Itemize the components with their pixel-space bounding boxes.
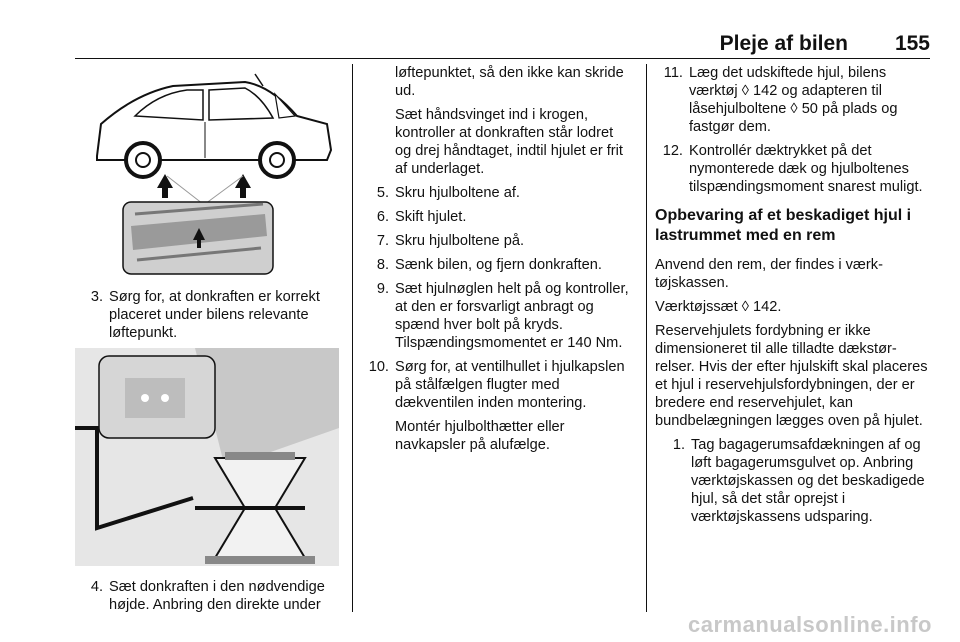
step-text: Læg det udskiftede hjul, bilens værktøj ◊ 142 og adapteren til låsehjulboltene ◊ 50 på plads og fastgør dem. [689,65,898,135]
step-text: Tag bagagerumsafdækningen af og løft bagagerumsgulvet op. Anbring værktøjskassen og det beskadigede hjul, så det står oprejst i værktøjskassens udsparing. [691,437,925,525]
column-1 [75,64,339,620]
step-text: Sæt donkraften i den nødvendige højde. Anbring den direkte under [109,579,325,613]
column-divider-1 [352,64,353,612]
column-2 [361,64,633,460]
torque-text: Tilspændingsmomentet er 140 Nm. [395,335,623,351]
step-number: 12. [662,143,683,159]
step-text: Skru hjulboltene på. [395,233,524,249]
step-number: 11. [663,65,683,81]
column-3 [655,64,930,532]
page-header-title: Pleje af bilen [719,32,848,55]
crank-instruction: Sæt håndsvinget ind i krogen, kontroller at donkraften står lodret og drej håndtaget, indtil hjulet er frit af underlaget. [395,107,623,177]
cross-reference: Værktøjssæt ◊ 142. [655,299,782,315]
step-text: Sørg for, at donkraften er korrekt placeret under bilens relevante løftepunkt. [109,289,320,341]
step-number: 9. [376,281,389,297]
column-divider-2 [646,64,647,612]
step-number: 3. [90,289,103,305]
page-number: 155 [894,32,930,55]
step-text: Sæt hjulnøglen helt på og kontroller, at den er forsvarligt anbragt og spænd hver bolt på kryds. [395,281,629,333]
step-number: 10. [368,359,389,375]
step-number: 7. [376,233,389,249]
step-number: 5. [376,185,389,201]
paragraph: Reservehjulets fordybning er ikke dimensioneret til alle tilladte dækstørrelser. Hvis der efter hjulskift skal placeres et hjul i reservehjulsfordybningen, der er bredere end reservehjulet, kan bundbelægningen lægges oven på hjulet. [655,323,928,429]
continued-text: løftepunktet, så den ikke kan skride ud. [395,65,624,99]
paragraph: Anvend den rem, der findes i værktøjskassen. [655,257,883,291]
step-number: 1. [672,437,685,453]
step-text: Sænk bilen, og fjern donkraften. [395,257,602,273]
watermark: carmanualsonline.info [688,612,932,637]
step-number: 4. [90,579,103,595]
step-text: Skru hjulboltene af. [395,185,520,201]
step-text: Skift hjulet. [395,209,467,225]
scissor-jack-illustration [75,348,339,566]
header-rule [75,58,930,59]
step-text: Kontrollér dæktrykket på det nymonterede dæk og hjulboltenes tilspændingsmoment snarest muligt. [689,143,923,195]
hubcap-text: Montér hjulbolthætter eller navkapsler på alufælge. [395,419,565,453]
section-heading: Opbevaring af et beskadiget hjul i lastrummet med en rem [655,207,912,244]
step-number: 6. [376,209,389,225]
car-lift-points-illustration [75,64,337,276]
step-text: Sørg for, at ventilhullet i hjulkapslen på stålfælgen flugter med dækventilen inden montering. [395,359,625,411]
step-number: 8. [376,257,389,273]
